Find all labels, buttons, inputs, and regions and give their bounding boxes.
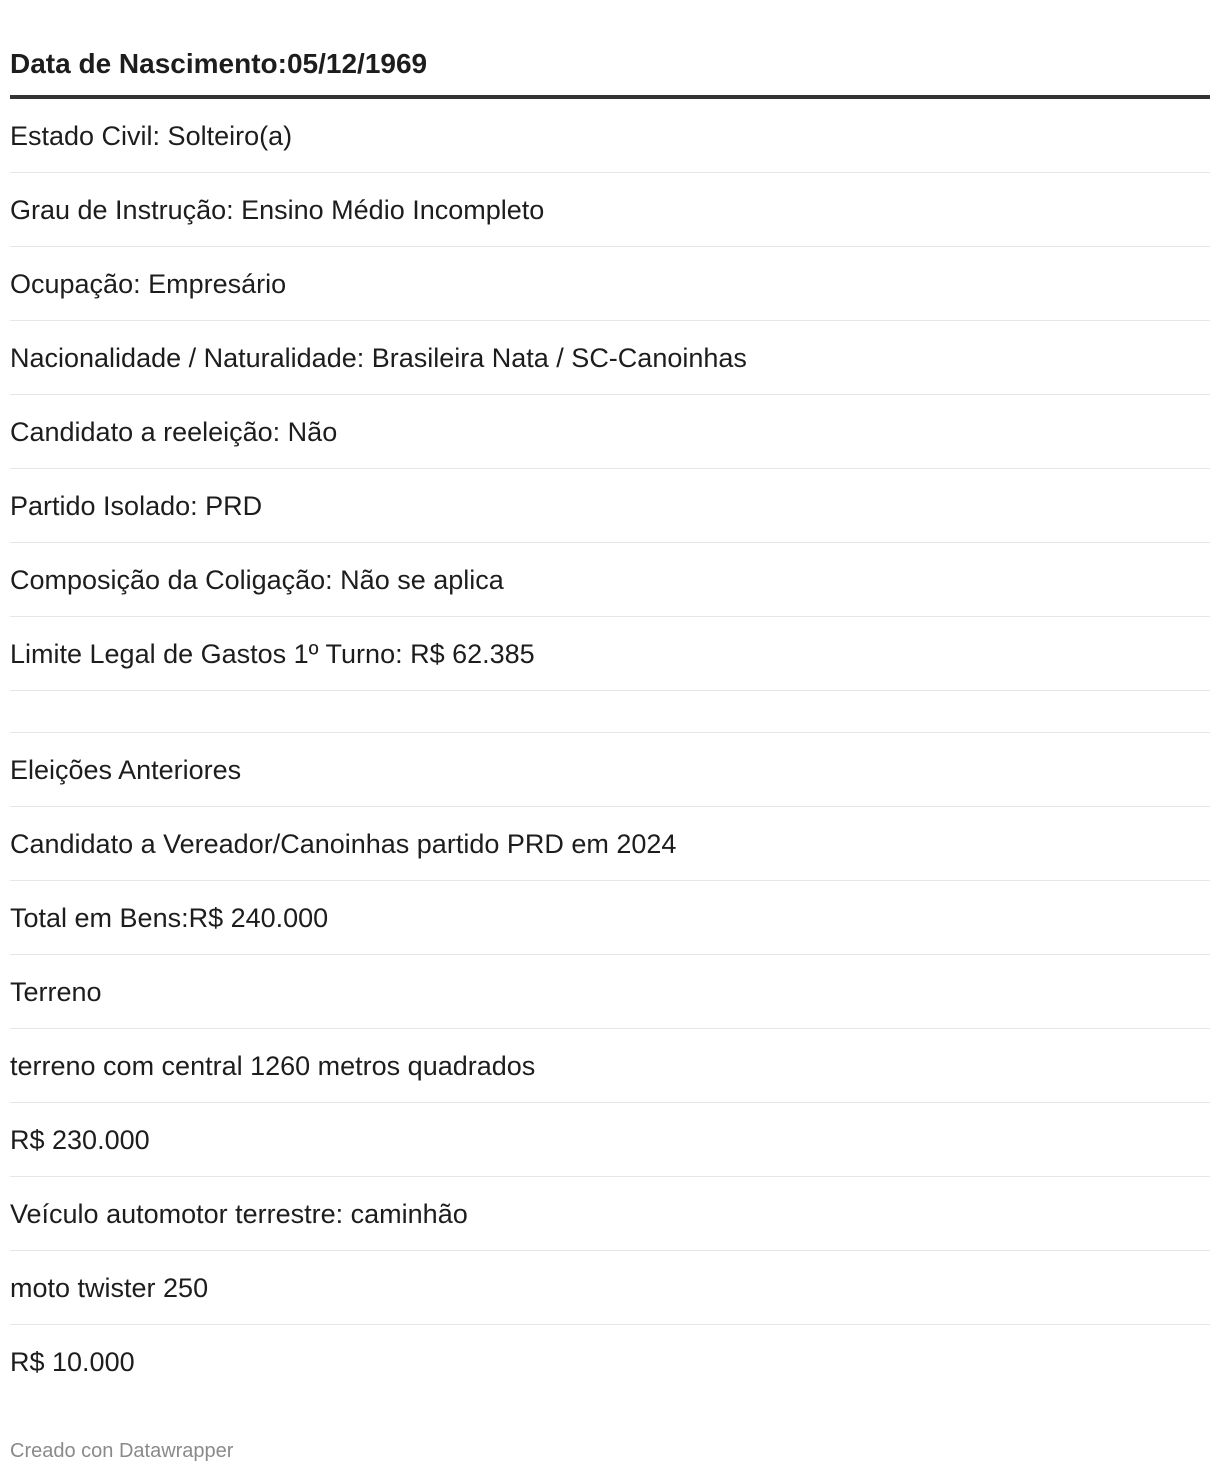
table-row: R$ 230.000: [10, 1103, 1210, 1177]
table-row: Ocupação: Empresário: [10, 247, 1210, 321]
table-row: Composição da Coligação: Não se aplica: [10, 543, 1210, 617]
footer-credit: Creado con Datawrapper: [10, 1440, 234, 1462]
table-row-empty: [10, 691, 1210, 733]
table-row: Candidato a reeleição: Não: [10, 395, 1210, 469]
table-row: Nacionalidade / Naturalidade: Brasileira Nata / SC-Canoinhas: [10, 321, 1210, 395]
table-row: Terreno: [10, 955, 1210, 1029]
table-header: [10, 0, 1210, 99]
table-row: Candidato a Vereador/Canoinhas partido PRD em 2024: [10, 807, 1210, 881]
table-row: Limite Legal de Gastos 1º Turno: R$ 62.385: [10, 617, 1210, 691]
table-header-cell: Data de Nascimento:05/12/1969: [10, 48, 428, 79]
table-row: Estado Civil: Solteiro(a): [10, 99, 1210, 173]
table-row: terreno com central 1260 metros quadrados: [10, 1029, 1210, 1103]
table-row: Total em Bens:R$ 240.000: [10, 881, 1210, 955]
table-row: R$ 10.000: [10, 1347, 135, 1377]
data-table: [10, 0, 1210, 1399]
table-row: Partido Isolado: PRD: [10, 469, 1210, 543]
table-row: moto twister 250: [10, 1251, 1210, 1325]
table-row: Eleições Anteriores: [10, 733, 1210, 807]
table-row: Grau de Instrução: Ensino Médio Incompleto: [10, 173, 1210, 247]
table-row: Veículo automotor terrestre: caminhão: [10, 1177, 1210, 1251]
